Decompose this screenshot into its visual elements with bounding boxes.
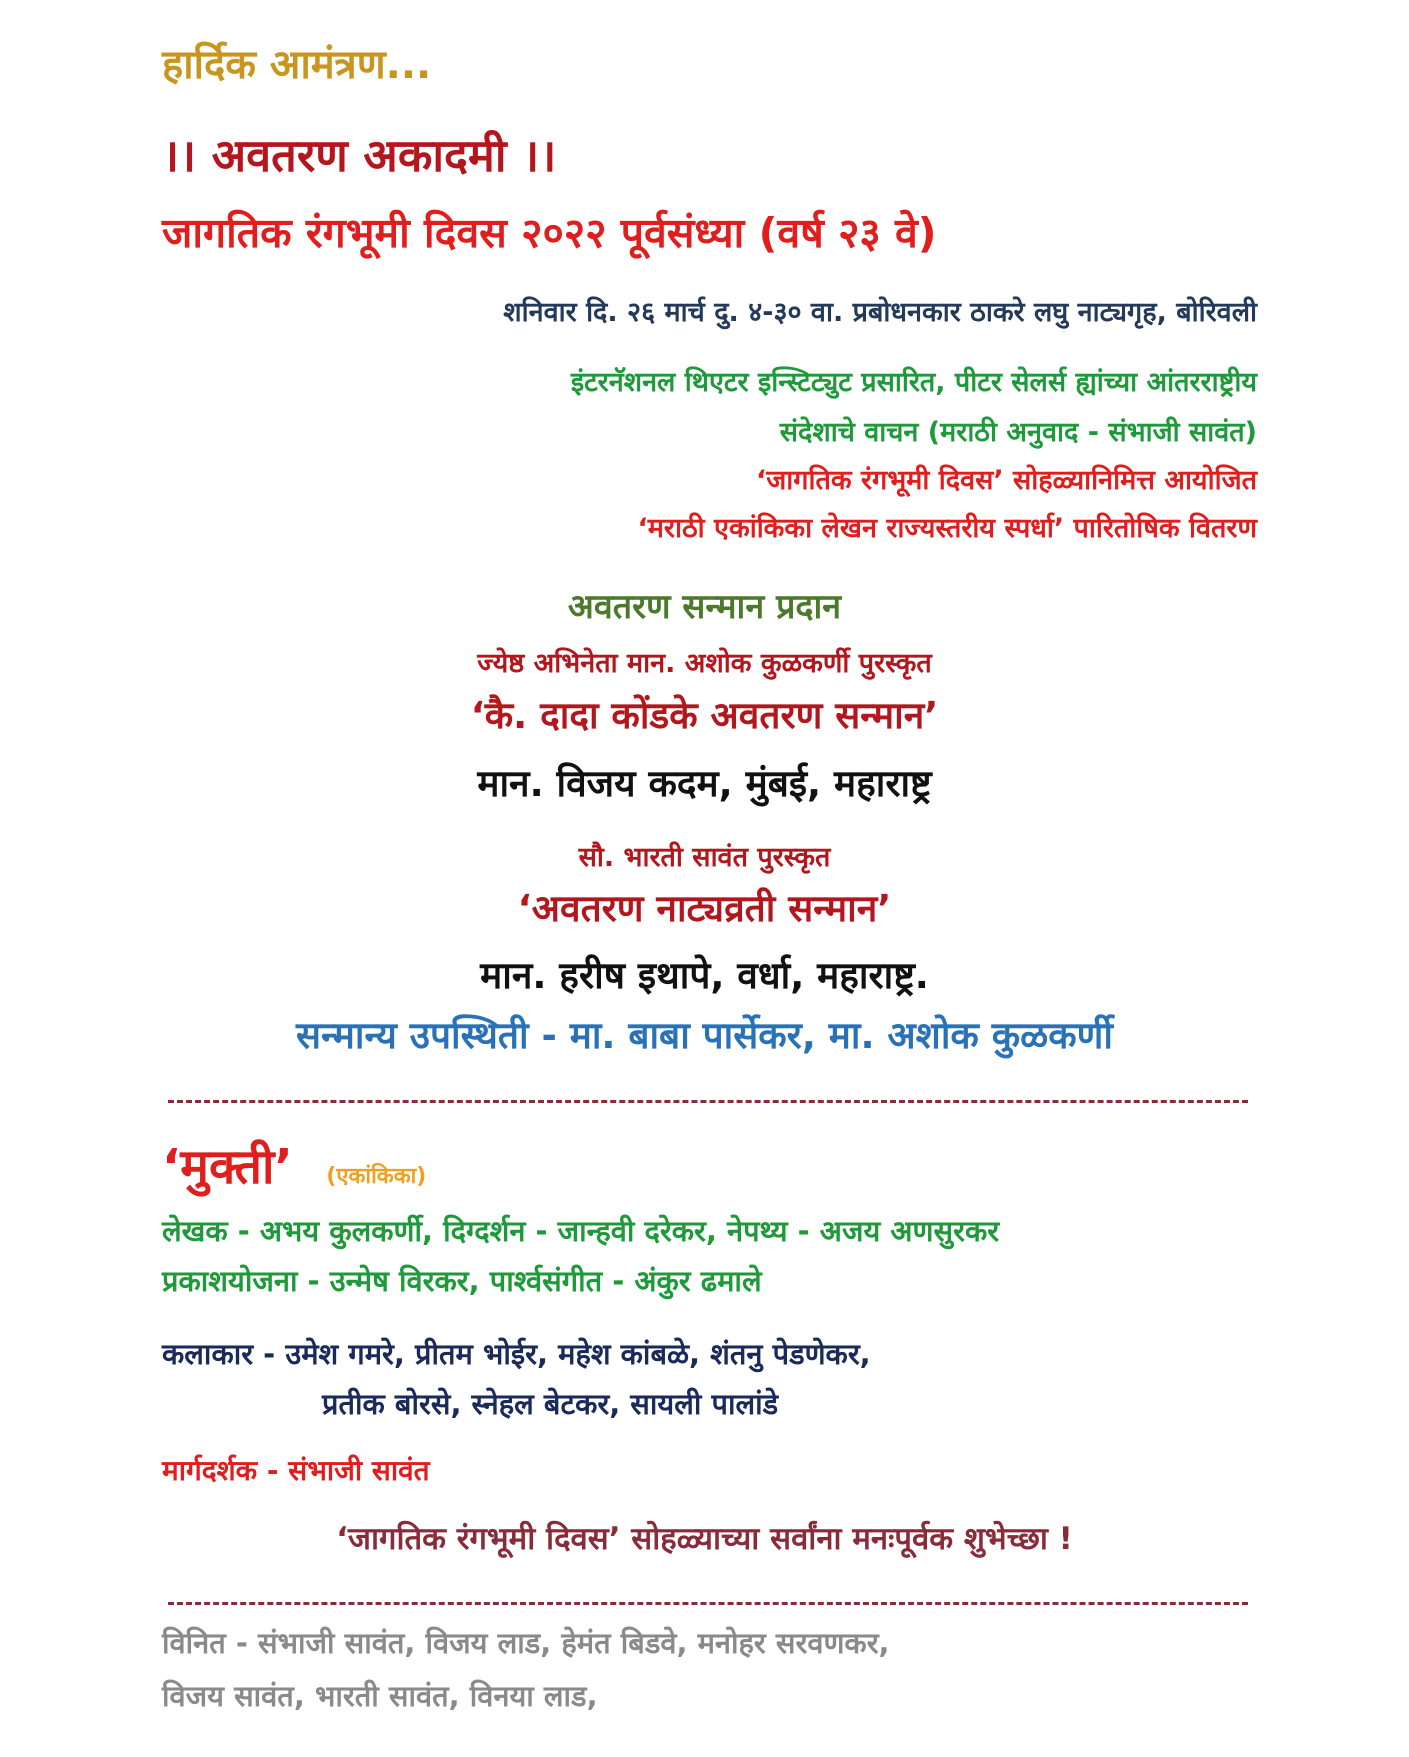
program-line-3: ‘जागतिक रंगभूमी दिवस’ सोहळ्यानिमित्त आयोजित [755, 465, 1257, 496]
play-type: (एकांकिका) [326, 1164, 427, 1189]
divider-top [168, 1100, 1248, 1103]
program-line-4: ‘मराठी एकांकिका लेखन राज्यस्तरीय स्पर्धा’ पारितोषिक वितरण [637, 513, 1257, 544]
academy-title: ।। अवतरण अकादमी ।। [162, 129, 557, 182]
guests-line: सन्मान्य उपस्थिती - मा. बाबा पार्सेकर, मा. अशोक कुळकर्णी [296, 1014, 1113, 1057]
play-guide: मार्गदर्शक - संभाजी सावंत [162, 1454, 430, 1487]
greeting-heading: हार्दिक आमंत्रण... [162, 42, 432, 88]
play-title-row [162, 1140, 426, 1195]
award1-recipient: मान. विजय कदम, मुंबई, महाराष्ट्र [477, 762, 932, 805]
award2-recipient: मान. हरीष इथापे, वर्धा, महाराष्ट्र. [480, 954, 929, 997]
program-line-2: संदेशाचे वाचन (मराठी अनुवाद - संभाजी सावंत) [779, 417, 1257, 448]
event-title: जागतिक रंगभूमी दिवस २०२२ पूर्वसंध्या (वर्ष २३ वे) [162, 209, 937, 257]
award2-name: ‘अवतरण नाट्यव्रती सन्मान’ [517, 887, 892, 930]
play-credits-1: लेखक - अभय कुलकर्णी, दिग्दर्शन - जान्हवी दरेकर, नेपथ्य - अजय अणसुरकर [162, 1214, 1000, 1248]
award1-name: ‘कै. दादा कोंडके अवतरण सन्मान’ [470, 694, 939, 737]
venue-line: शनिवार दि. २६ मार्च दु. ४-३० वा. प्रबोधनकार ठाकरे लघु नाट्यगृह, बोरिवली [503, 297, 1257, 328]
play-cast-2: प्रतीक बोरसे, स्नेहल बेटकर, सायली पालांडे [322, 1387, 779, 1421]
program-line-1: इंटरनॅशनल थिएटर इन्स्टिट्युट प्रसारित, पीटर सेलर्स ह्यांच्या आंतरराष्ट्रीय [570, 367, 1257, 398]
divider-bottom [168, 1602, 1248, 1605]
award1-sponsor: ज्येष्ठ अभिनेता मान. अशोक कुळकर्णी पुरस्कृत [477, 648, 932, 679]
award2-sponsor: सौ. भारती सावंत पुरस्कृत [578, 842, 831, 873]
play-credits-2: प्रकाशयोजना - उन्मेष विरकर, पार्श्वसंगीत - अंकुर ढमाले [162, 1264, 762, 1298]
play-cast-1: कलाकार - उमेश गमरे, प्रीतम भोईर, महेश कांबळे, शंतनु पेडणेकर, [162, 1337, 871, 1371]
footer-line-1: विनित - संभाजी सावंत, विजय लाड, हेमंत बिडवे, मनोहर सरवणकर, [162, 1626, 890, 1660]
play-title: ‘मुक्ती’ [162, 1139, 293, 1195]
awards-heading: अवतरण सन्मान प्रदान [567, 587, 842, 627]
footer-line-2: विजय सावंत, भारती सावंत, विनया लाड, [162, 1679, 598, 1713]
wishes-line: ‘जागतिक रंगभूमी दिवस’ सोहळ्याच्या सर्वांना मनःपूर्वक शुभेच्छा ! [336, 1521, 1073, 1557]
